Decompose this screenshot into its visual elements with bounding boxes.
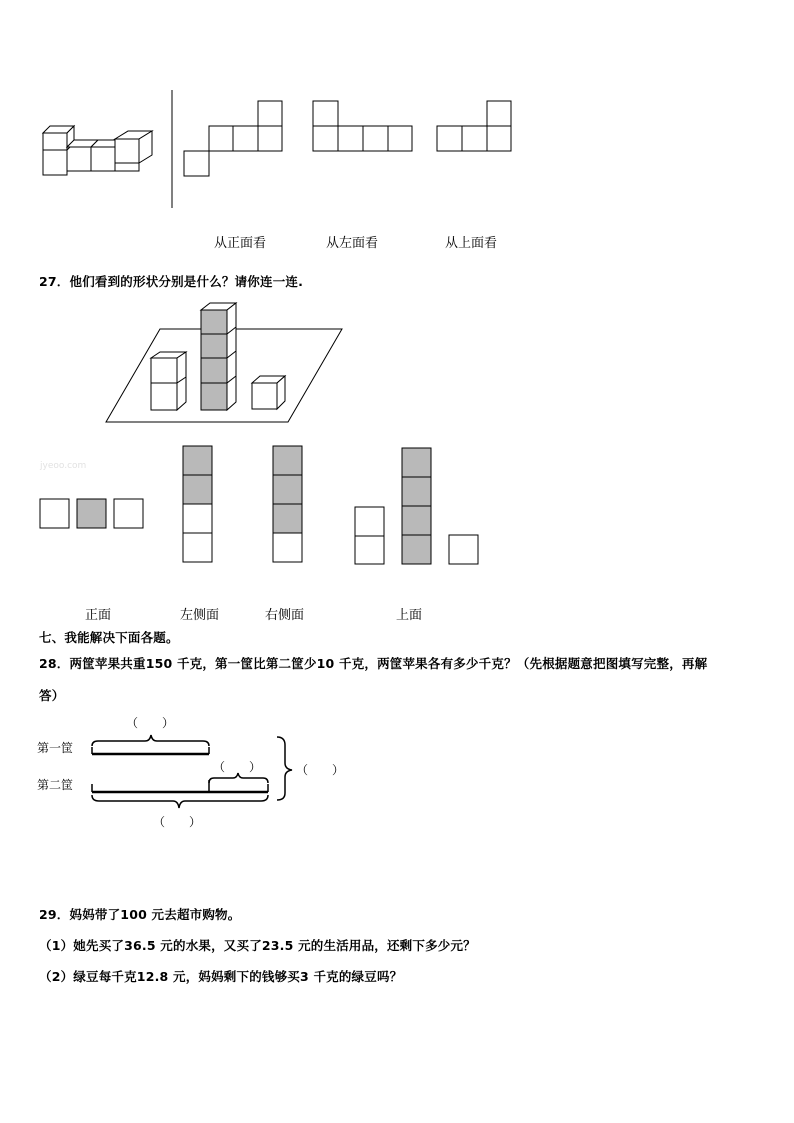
q26-label-front: 从正面看 xyxy=(214,236,267,251)
q28-blank-second[interactable]: （ ） xyxy=(153,815,202,829)
q26-label-left: 从左面看 xyxy=(326,236,379,251)
q28-blank-total[interactable]: （ ） xyxy=(296,763,345,777)
q29-sub2: （2）绿豆每千克12.8 元，妈妈剩下的钱够买3 千克的绿豆吗？ xyxy=(39,969,403,984)
q28-text-line1: 28．两筐苹果共重150 千克，第一筐比第二筐少10 千克，两筐苹果各有多少千克？（先根据题意把图填写完整，再解 xyxy=(39,656,708,671)
q29-sub1: （1）她先买了36.5 元的水果，又买了23.5 元的生活用品，还剩下多少元？ xyxy=(39,938,476,953)
watermark: jyeoo.com xyxy=(40,461,87,471)
q29-title: 29．妈妈带了100 元去超市购物。 xyxy=(39,907,241,922)
q27-label-top: 上面 xyxy=(396,608,423,623)
q27-label-front: 正面 xyxy=(85,608,112,623)
q27-label-right: 右侧面 xyxy=(265,608,305,623)
q28-blank-difference[interactable]: （ ） xyxy=(213,760,262,774)
section-7-title: 七、我能解决下面各题。 xyxy=(39,630,179,645)
q28-blank-first[interactable]: （ ） xyxy=(126,716,175,730)
q28-label-second: 第二筐 xyxy=(37,778,74,792)
q26-label-top: 从上面看 xyxy=(445,236,498,251)
q28-text-line2: 答） xyxy=(39,688,65,703)
q27-label-left: 左侧面 xyxy=(180,608,220,623)
q28-label-first: 第一筐 xyxy=(37,741,74,755)
q27-title: 27．他们看到的形状分别是什么？请你连一连. xyxy=(39,274,304,289)
